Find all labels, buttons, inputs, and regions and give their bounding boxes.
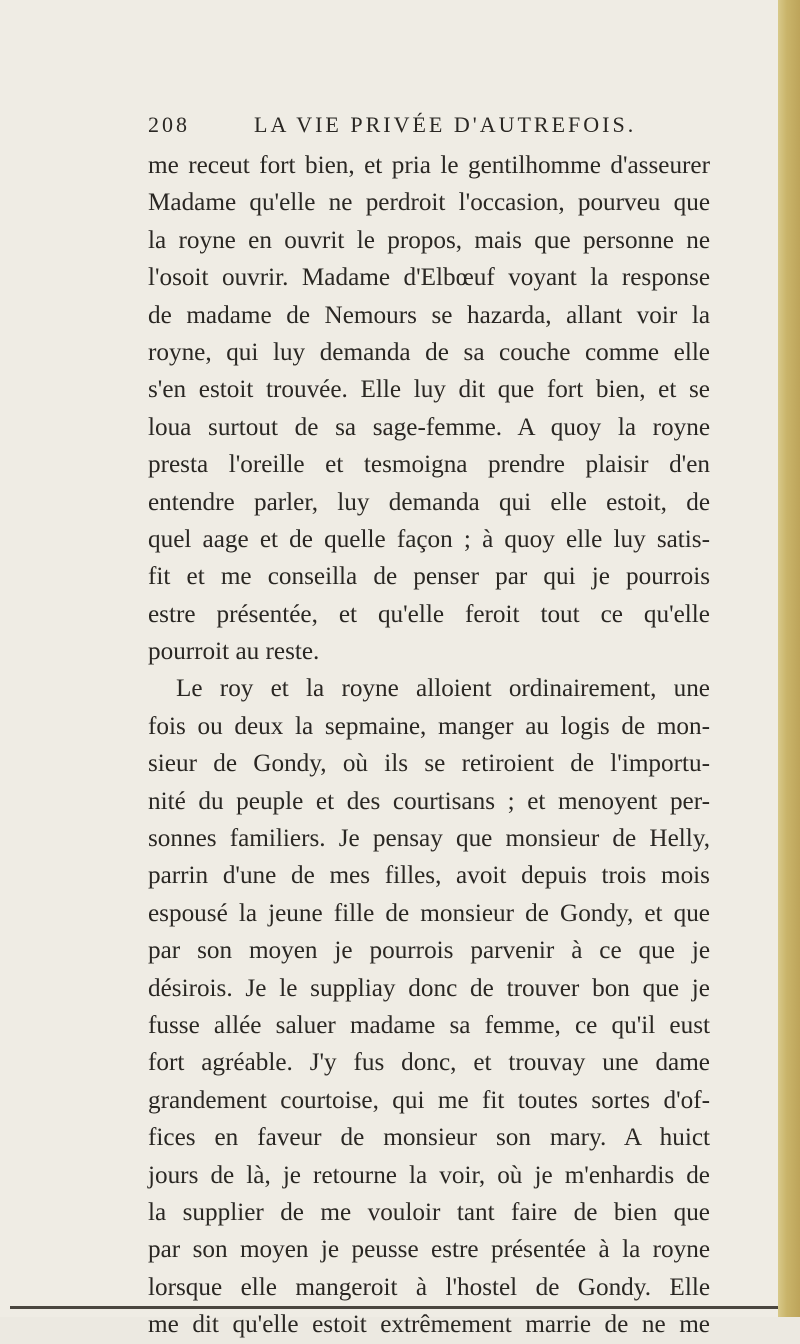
text-line: désirois. Je le suppliay donc de trouver bon que je — [148, 974, 710, 1002]
text-line: estre présentée, et qu'elle feroit tout ce qu'elle — [148, 600, 710, 628]
text-line: me receut fort bien, et pria le gentilhomme d'asseurer — [148, 152, 710, 179]
text-line: fit et me conseilla de penser par qui je pourrois — [148, 563, 710, 591]
page-header — [148, 112, 708, 142]
text-line: fois ou deux la sepmaine, manger au logis de mon- — [148, 712, 710, 740]
text-line: pourroit au reste. — [148, 638, 320, 666]
running-head: LA VIE PRIVÉE D'AUTREFOIS. — [254, 112, 637, 137]
text-line: la royne en ouvrit le propos, mais que personne ne — [148, 226, 710, 254]
text-line: nité du peuple et des courtisans ; et menoyent per- — [148, 787, 710, 815]
text-line: lorsque elle mangeroit à l'hostel de Gondy. Elle — [148, 1273, 710, 1301]
text-line: la supplier de me vouloir tant faire de bien que — [148, 1198, 710, 1226]
text-line: jours de là, je retourne la voir, où je m'enhardis de — [148, 1161, 710, 1189]
text-line: quel aage et de quelle façon ; à quoy elle luy satis- — [148, 525, 710, 553]
page-edge — [778, 0, 800, 1317]
text-line: royne, qui luy demanda de sa couche comme elle — [148, 338, 710, 366]
text-line: sonnes familiers. Je pensay que monsieur de Helly, — [148, 825, 710, 853]
text-line: par son moyen je pourrois parvenir à ce que je — [148, 937, 710, 965]
text-line: l'osoit ouvrir. Madame d'Elbœuf voyant la response — [148, 264, 710, 292]
text-line: par son moyen je peusse estre présentée à la royne — [148, 1236, 710, 1264]
text-line: entendre parler, luy demanda qui elle estoit, de — [148, 488, 710, 516]
body-text — [148, 147, 710, 1344]
text-line: Le roy et la royne alloient ordinairement, une — [176, 675, 710, 703]
text-line: fices en faveur de monsieur son mary. A huict — [148, 1124, 710, 1152]
text-line: parrin d'une de mes filles, avoit depuis trois mois — [148, 862, 710, 890]
text-line: presta l'oreille et tesmoigna prendre plaisir d'en — [148, 451, 710, 479]
text-line: s'en estoit trouvée. Elle luy dit que fort bien, et se — [148, 376, 710, 404]
text-line: loua surtout de sa sage-femme. A quoy la royne — [148, 413, 710, 441]
page-number: 208 — [148, 112, 190, 137]
text-line: grandement courtoise, qui me fit toutes sortes d'of- — [148, 1086, 710, 1114]
text-line: espousé la jeune fille de monsieur de Gondy, et que — [148, 899, 710, 927]
text-line: fusse allée saluer madame sa femme, ce qu'il eust — [148, 1011, 710, 1039]
text-line: fort agréable. J'y fus donc, et trouvay une dame — [148, 1049, 710, 1077]
text-line: me dit qu'elle estoit extrêmement marrie de ne me — [148, 1311, 710, 1339]
text-line: de madame de Nemours se hazarda, allant voir la — [148, 301, 710, 329]
text-line: sieur de Gondy, où ils se retiroient de l'importu- — [148, 750, 710, 778]
text-line: Madame qu'elle ne perdroit l'occasion, pourveu que — [148, 189, 710, 217]
